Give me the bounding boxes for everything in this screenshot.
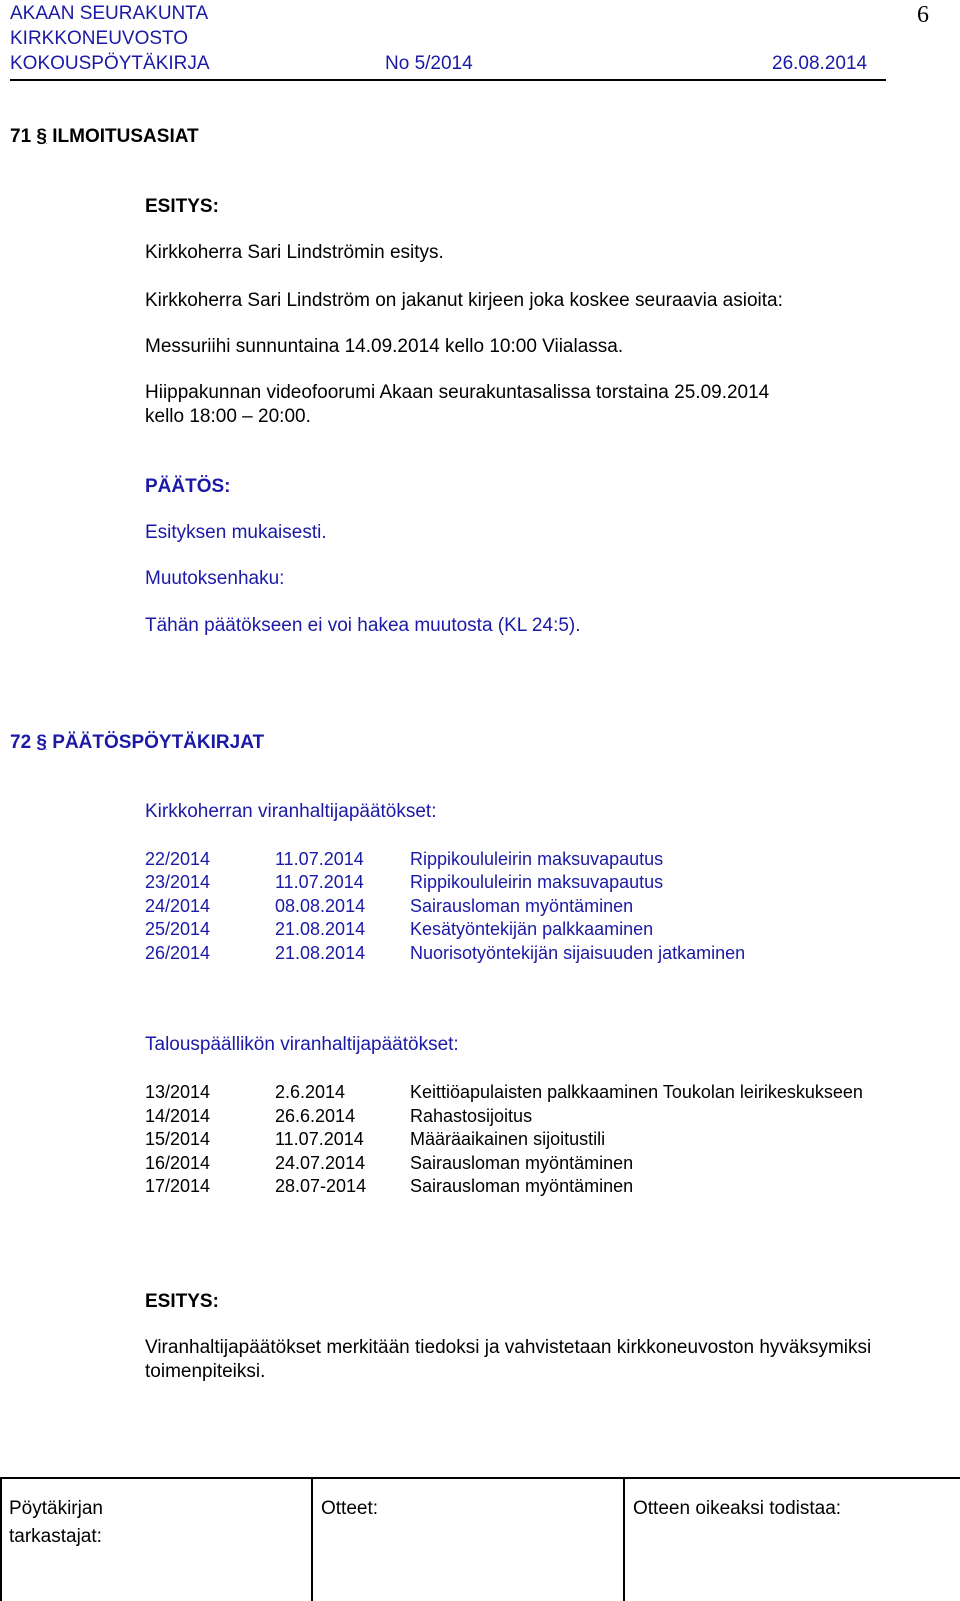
decision-date: 24.07.2014 <box>275 1153 366 1173</box>
footer-otteet: Otteet: <box>321 1498 379 1519</box>
decision-date: 21.08.2014 <box>275 943 366 963</box>
decision-date: 11.07.2014 <box>275 872 364 892</box>
s71-esitys-text: Kirkkoherra Sari Lindströmin esitys. <box>145 242 444 263</box>
decision-number: 25/2014 <box>145 919 211 939</box>
decision-number: 16/2014 <box>145 1153 211 1173</box>
decision-date: 26.6.2014 <box>275 1106 356 1126</box>
s72-esitys-text: Viranhaltijapäätökset merkitään tiedoksi ja vahvistetaan kirkkoneuvoston hyväksymiksi toimenpiteiksi. <box>145 1337 872 1382</box>
decision-date: 11.07.2014 <box>275 1129 364 1149</box>
decision-number: 15/2014 <box>145 1129 211 1149</box>
decision-number: 14/2014 <box>145 1106 211 1126</box>
header-date: 26.08.2014 <box>772 53 868 74</box>
decision-subject: Keittiöapulaisten palkkaaminen Toukolan leirikeskukseen <box>410 1082 863 1102</box>
decision-subject: Nuorisotyöntekijän sijaisuuden jatkaminen <box>410 943 746 963</box>
group2-title: Talouspäällikön viranhaltijapäätökset: <box>145 1034 459 1055</box>
section-72-mark: § <box>36 732 47 753</box>
footer-divider <box>623 1477 625 1601</box>
decision-subject: Määräaikainen sijoitustili <box>410 1129 606 1149</box>
section-72-heading <box>10 731 264 755</box>
decision-subject: Sairausloman myöntäminen <box>410 1153 634 1173</box>
s72-esitys-label: ESITYS: <box>145 1291 219 1312</box>
decision-date: 21.08.2014 <box>275 919 366 939</box>
footer-rule <box>0 1477 960 1479</box>
footer-oikeaksi: Otteen oikeaksi todistaa: <box>633 1498 842 1519</box>
decision-subject: Sairausloman myöntäminen <box>410 896 634 916</box>
section-71-heading <box>10 125 199 149</box>
s71-paragraph-3a: Hiippakunnan videofoorumi Akaan seurakuntasalissa torstaina 25.09.2014 <box>145 382 770 403</box>
decision-subject: Kesätyöntekijän palkkaaminen <box>410 919 654 939</box>
header-rule <box>10 79 886 81</box>
decision-subject: Rahastosijoitus <box>410 1106 533 1126</box>
footer-tarkastajat-line2: tarkastajat: <box>9 1526 102 1547</box>
section-71-number: 71 <box>10 126 32 147</box>
page-number: 6 <box>917 2 929 28</box>
section-71-title: ILMOITUSASIAT <box>52 126 199 147</box>
group1-title: Kirkkoherran viranhaltijapäätökset: <box>145 801 437 822</box>
s71-paragraph-2: Messuriihi sunnuntaina 14.09.2014 kello 10:00 Viialassa. <box>145 336 624 357</box>
footer-divider <box>311 1477 313 1601</box>
s71-muutoksenhaku-text: Tähän päätökseen ei voi hakea muutosta (KL 24:5). <box>145 615 581 636</box>
footer-divider <box>0 1477 2 1601</box>
decision-number: 17/2014 <box>145 1176 211 1196</box>
header-doc-type: KOKOUSPÖYTÄKIRJA <box>10 53 210 74</box>
s71-paragraph-1: Kirkkoherra Sari Lindström on jakanut kirjeen joka koskee seuraavia asioita: <box>145 290 783 311</box>
decision-number: 23/2014 <box>145 872 211 892</box>
s71-paatos-label: PÄÄTÖS: <box>145 476 231 497</box>
header-number: No 5/2014 <box>385 53 473 74</box>
decision-date: 2.6.2014 <box>275 1082 346 1102</box>
decision-number: 26/2014 <box>145 943 211 963</box>
decision-number: 22/2014 <box>145 849 211 869</box>
decision-date: 11.07.2014 <box>275 849 364 869</box>
footer-tarkastajat <box>9 1495 103 1551</box>
header-org: AKAAN SEURAKUNTA <box>10 3 209 24</box>
decision-number: 13/2014 <box>145 1082 211 1102</box>
decision-number: 24/2014 <box>145 896 211 916</box>
decision-date: 28.07-2014 <box>275 1176 367 1196</box>
s71-paatos-text: Esityksen mukaisesti. <box>145 522 327 543</box>
decision-date: 08.08.2014 <box>275 896 366 916</box>
decision-subject: Sairausloman myöntäminen <box>410 1176 634 1196</box>
section-72-number: 72 <box>10 732 32 753</box>
decision-subject: Rippikoululeirin maksuvapautus <box>410 872 664 892</box>
s71-paragraph-3b: kello 18:00 – 20:00. <box>145 406 311 427</box>
s71-esitys-label: ESITYS: <box>145 196 219 217</box>
section-71-mark: § <box>36 126 47 147</box>
section-72-title: PÄÄTÖSPÖYTÄKIRJAT <box>52 732 265 753</box>
decision-subject: Rippikoululeirin maksuvapautus <box>410 849 664 869</box>
s71-muutoksenhaku-label: Muutoksenhaku: <box>145 568 285 589</box>
header-body: KIRKKONEUVOSTO <box>10 28 189 49</box>
footer-tarkastajat-line1: Pöytäkirjan <box>9 1498 103 1519</box>
